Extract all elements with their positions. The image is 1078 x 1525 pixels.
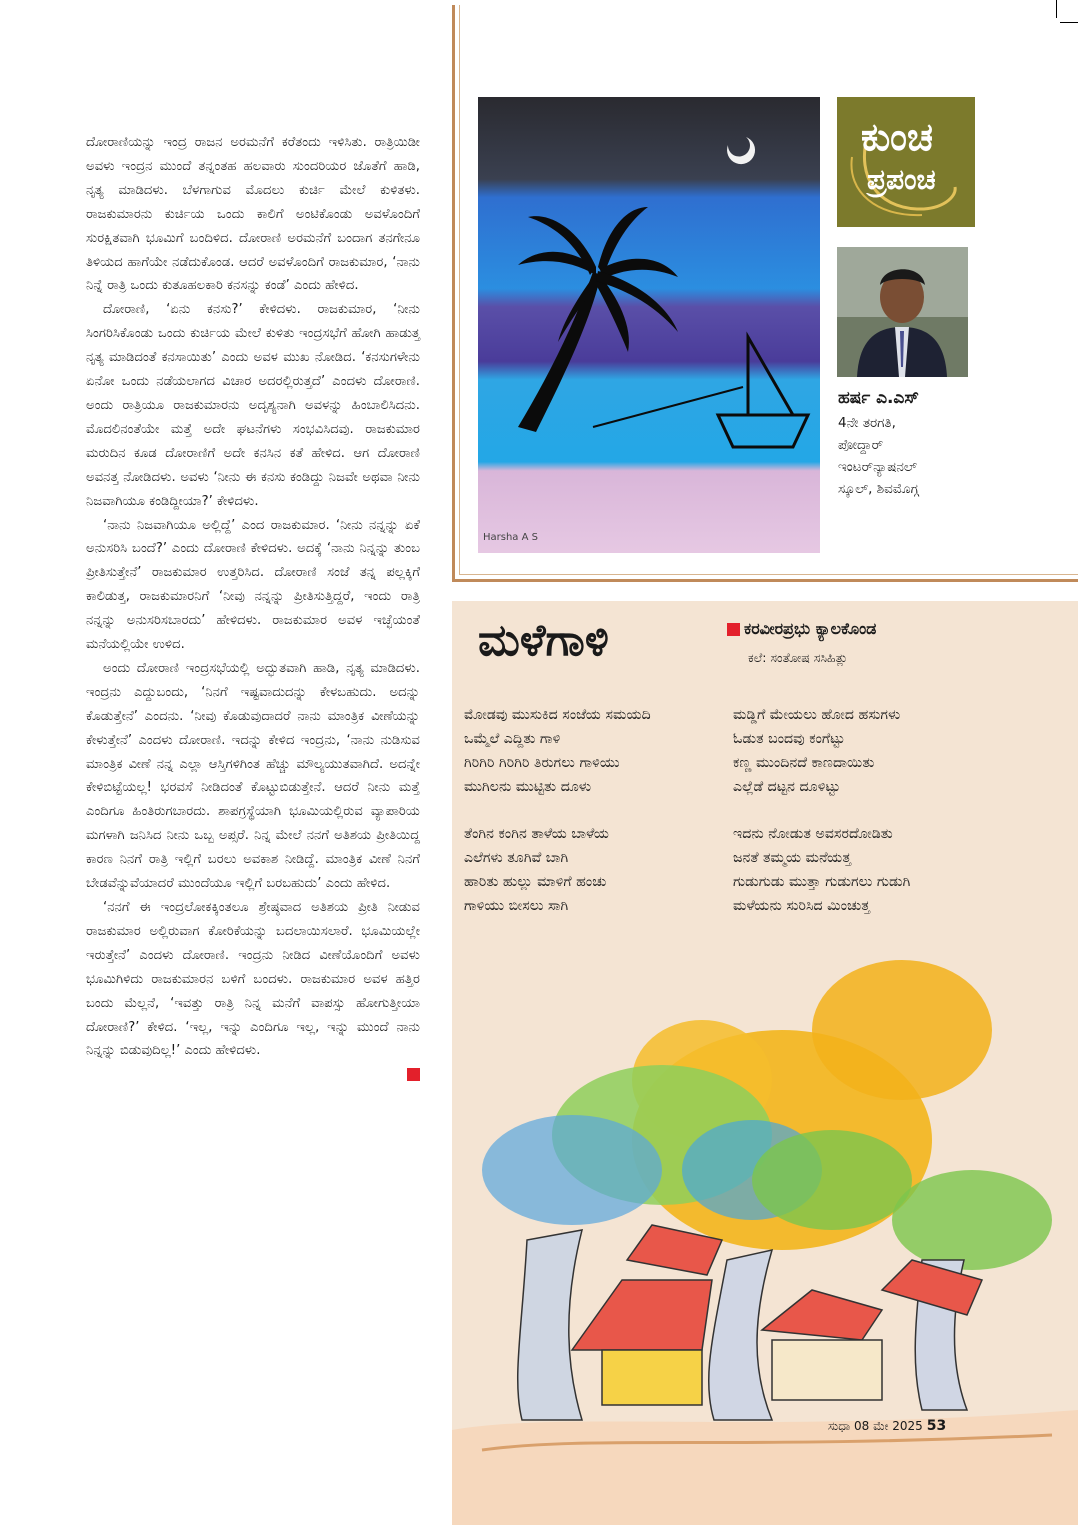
poem-line: ಹಾರಿತು ಹುಲ್ಲು ಮಾಳಿಗೆ ಹಂಚು [464,874,607,890]
story-column [86,131,420,1081]
magazine-date: ಸುಧಾ 08 ಮೇ 2025 [828,1419,923,1433]
page-number: 53 [926,1418,947,1434]
artist-school: ಪೋದ್ದಾರ್ [838,437,884,453]
poet-name: ಕರವೀರಪ್ರಭು ಕ್ಯಾಲಕೊಂಡ [744,619,877,638]
story-paragraph: ‘ನಾನು ನಿಜವಾಗಿಯೂ ಅಲ್ಲಿದ್ದೆ’ ಎಂದ ರಾಜಕುಮಾರ. ‘ನೀನು ನನ್ನನ್ನು ಏಕೆ ಅನುಸರಿಸಿ ಬಂದೆ?’ ಎಂದು ದೋರಾಣಿ ಕೇಳಿದಳು. ಅದಕ್ಕೆ ‘ನಾನು ನಿನ್ನನ್ನು ತುಂಬ ಪ್ರೀತಿಸುತ್ತೇನೆ’ ರಾಜಕುಮಾರ ಉತ್ತರಿಸಿದ. ದೋರಾಣಿ ಸಂಜೆ ತನ್ನ ಪಲ್ಲಕ್ಕಿಗೆ ಕಾಲಿಡುತ್ತ, ರಾಜಕುಮಾರನಿಗೆ ‘ನೀವು ನನ್ನನ್ನು ಪ್ರೀತಿಸುತ್ತಿದ್ದರೆ, ಇಂದು ರಾತ್ರಿ ನನ್ನನ್ನು ಅನುಸರಿಸಬಾರದು’ ಹೇಳಿದಳು. ರಾಜಕುಮಾರ ಅವಳ ಇಚ್ಛೆಯಂತೆ ಮನೆಯಲ್ಲಿಯೇ ಉಳಿದ. [86,517,420,653]
story-end-mark [407,1068,420,1081]
poem-line: ಗಿರಿಗಿರಿ ಗಿರಿಗಿರಿ ತಿರುಗಲು ಗಾಳಿಯು [464,755,620,771]
poet-marker [727,623,740,636]
artist-class: 4ನೇ ತರಗತಿ, [838,415,896,431]
storm-illustration [452,930,1078,1525]
painting-signature: Harsha A S [483,532,538,543]
poem-line: ತೆಂಗಿನ ಕಂಗಿನ ತಾಳೆಯ ಬಾಳೆಯ [464,826,610,842]
logo-word-prapancha: ಪ್ರಪಂಚ [867,163,936,196]
poem-stanza [464,703,651,799]
poem-line: ಮೋಡವು ಮುಸುಕಿದ ಸಂಜೆಯ ಸಮಯದಿ [464,707,651,723]
poem-title: ಮಳೆಗಾಳಿ [478,615,609,666]
artist-school: ಸ್ಕೂಲ್, ಶಿವಮೊಗ್ಗ [838,481,919,497]
page-folio [828,1418,946,1434]
story-paragraph: ದೋರಾಣಿಯನ್ನು ಇಂದ್ರ ರಾಜನ ಅರಮನೆಗೆ ಕರೆತಂದು ಇಳಿಸಿತು. ರಾತ್ರಿಯಿಡೀ ಅವಳು ಇಂದ್ರನ ಮುಂದೆ ತನ್ನಂತಹ ಹಲವಾರು ಸುಂದರಿಯರ ಜೊತೆಗೆ ಹಾಡಿ, ನೃತ್ಯ ಮಾಡಿದಳು. ಬೆಳಗಾಗುವ ಮೊದಲು ಕುರ್ಚಿ ಮೇಲೆ ಕುಳಿತಳು. ರಾಜಕುಮಾರನು ಕುರ್ಚಿಯ ಒಂದು ಕಾಲಿಗೆ ಅಂಟಿಕೊಂಡು ಅವಳೊಂದಿಗೆ ಸುರಕ್ಷಿತವಾಗಿ ಭೂಮಿಗೆ ಬಂದಿಳಿದ. ದೋರಾಣಿ ಅರಮನೆಗೆ ಬಂದಾಗ ತನಗೇನೂ ತಿಳಿಯದ ಹಾಗೆಯೇ ನಡೆದುಕೊಂಡ. ಆದರೆ ಅವಳೊಂದಿಗೆ ರಾಜಕುಮಾರ, ‘ನಾನು ನಿನ್ನೆ ರಾತ್ರಿ ಒಂದು ಕುತೂಹಲಕಾರಿ ಕನಸನ್ನು ಕಂಡೆ’ ಎಂದು ಹೇಳಿದ. [86,135,420,294]
story-paragraph: ದೋರಾಣಿ, ‘ಏನು ಕನಸು?’ ಕೇಳಿದಳು. ರಾಜಕುಮಾರ, ‘ನೀನು ಸಿಂಗರಿಸಿಕೊಂಡು ಒಂದು ಕುರ್ಚಿಯ ಮೇಲೆ ಕುಳಿತು ಇಂದ್ರಸಭೆಗೆ ಹೋಗಿ ಹಾಡುತ್ತ ನೃತ್ಯ ಮಾಡಿದಂತೆ ಕನಸಾಯಿತು’ ಎಂದು ಅವಳ ಮುಖ ನೋಡಿದ. ‘ಕನಸುಗಳೇನು ಏನೋ ಒಂದು ನಡೆಯಲಾಗದ ವಿಚಾರ ಅದರಲ್ಲಿರುತ್ತದೆ’ ಎಂದಳು ದೋರಾಣಿ. ಅಂದು ರಾತ್ರಿಯೂ ರಾಜಕುಮಾರನು ಅದೃಶ್ಯನಾಗಿ ಅವಳನ್ನು ಹಿಂಬಾಲಿಸಿದನು. ಮೊದಲಿನಂತೆಯೇ ಮತ್ತೆ ಅದೇ ಘಟನೆಗಳು ಸಂಭವಿಸಿದವು. ರಾಜಕುಮಾರ ಮರುದಿನ ಕೂಡ ದೋರಾಣಿಗೆ ಅದೇ ಕನಸಿನ ಕತೆ ಹೇಳಿದ. ಆಗ ದೋರಾಣಿ ಅವನತ್ತ ನೋಡಿದಳು. ಅವಳು ‘ನೀನು ಈ ಕನಸು ಕಂಡಿದ್ದು ನಿಜವೇ ಅಥವಾ ನೀನು ನಿಜವಾಗಿಯೂ ಕಂಡಿದ್ದೀಯಾ?’ ಕೇಳಿದಳು. [86,302,420,509]
poem-line: ಕಣ್ಣ ಮುಂದಿನದೆ ಕಾಣದಾಯಿತು [733,755,875,771]
poem-line: ಓಡುತ ಬಂದವು ಕಂಗೆಟ್ಟು [733,731,845,747]
poem-line: ಇದನು ನೋಡುತ ಅವಸರದೋಡಿತು [733,826,893,842]
kuncha-prapancha-logo [837,97,975,227]
poem-stanza [733,703,900,799]
poem-line: ಮಳೆಯನು ಸುರಿಸಿದ ಮಿಂಚುತ್ತ [733,898,870,914]
poem-line: ಗುಡುಗುಡು ಮುತ್ತಾ ಗುಡುಗಲು ಗುಡುಗಿ [733,874,911,890]
poem-line: ಮಡ್ಡಿಗೆ ಮೇಯಲು ಹೋದ ಹಸುಗಳು [733,707,901,723]
artist-photo [837,247,968,377]
story-paragraph: ‘ನನಗೆ ಈ ಇಂದ್ರಲೋಕಕ್ಕಿಂತಲೂ ಶ್ರೇಷ್ಠವಾದ ಅತಿಶಯ ಪ್ರೀತಿ ನೀಡುವ ರಾಜಕುಮಾರ ಅಲ್ಲಿರುವಾಗ ಕೋರಿಕೆಯನ್ನು ಬದಲಾಯಿಸಲಾರೆ. ಭೂಮಿಯಲ್ಲೇ ಇರುತ್ತೇನೆ’ ಎಂದಳು ದೋರಾಣಿ. ಇಂದ್ರನು ನೀಡಿದ ವೀಣೆಯೊಂದಿಗೆ ಅವಳು ಭೂಮಿಗಿಳಿದು ರಾಜಕುಮಾರನ ಬಳಿಗೆ ಬಂದಳು. ರಾಜಕುಮಾರ ಅವಳ ಹತ್ತಿರ ಬಂದು ಮೆಲ್ಲನೆ, ‘ಇವತ್ತು ರಾತ್ರಿ ನಿನ್ನ ಮನೆಗೆ ವಾಪಸ್ಸು ಹೋಗುತ್ತೀಯಾ ದೋರಾಣಿ?’ ಕೇಳಿದ. ‘ಇಲ್ಲ, ಇನ್ನು ಎಂದಿಗೂ ಇಲ್ಲ, ಇನ್ನು ಮುಂದೆ ನಾನು ನಿನ್ನನ್ನು ಬಿಡುವುದಿಲ್ಲ!’ ಎಂದು ಹೇಳಿದಳು. [86,900,420,1059]
poem-line: ಗಾಳಿಯು ಬೀಸಲು ಸಾಗಿ [464,898,569,914]
poem-line: ಮುಗಿಲನು ಮುಟ್ಟಿತು ದೂಳು [464,779,592,795]
poem-line: ಎಲ್ಲೆಡೆ ದಟ್ಟನ ದೂಳಿಟ್ಟು [733,779,841,795]
poem-stanza [464,822,609,918]
logo-word-kuncha: ಕುಂಚ [861,115,933,159]
story-paragraph: ಅಂದು ದೋರಾಣಿ ಇಂದ್ರಸಭೆಯಲ್ಲಿ ಅದ್ಭುತವಾಗಿ ಹಾಡಿ, ನೃತ್ಯ ಮಾಡಿದಳು. ಇಂದ್ರನು ಎದ್ದುಬಂದು, ‘ನಿನಗೆ ಇಷ್ಟವಾದುದನ್ನು ಕೇಳಬಹುದು. ಅದನ್ನು ಕೊಡುತ್ತೇನೆ’ ಎಂದನು. ‘ನೀವು ಕೊಡುವುದಾದರೆ ನಾನು ಮಾಂತ್ರಿಕ ವೀಣೆಯನ್ನು ಕೇಳುತ್ತೇನೆ’ ಎಂದಳು ದೋರಾಣಿ. ಇದನ್ನು ಕೇಳಿದ ಇಂದ್ರನು, ‘ನಾನು ನುಡಿಸುವ ಮಾಂತ್ರಿಕ ವೀಣೆ ನನ್ನ ಎಲ್ಲಾ ಆಸ್ತಿಗಳಿಗಿಂತ ಹೆಚ್ಚು ಮೌಲ್ಯಯುತವಾಗಿದೆ. ಅದನ್ನೇ ಕೇಳಿಬಿಟ್ಟೆಯಲ್ಲ! ಭರವಸೆ ನೀಡಿದಂತೆ ಕೊಟ್ಟುಬಿಡುತ್ತೇನೆ. ಆದರೆ ನೀನು ಮತ್ತೆ ಎಂದಿಗೂ ಹಿಂತಿರುಗಬಾರದು. ಶಾಪಗ್ರಸ್ಥೆಯಾಗಿ ಭೂಮಿಯಲ್ಲಿರುವ ವ್ಯಾಪಾರಿಯ ಮಗಳಾಗಿ ಜನಿಸಿದ ನೀನು ಒಬ್ಬ ಅಪ್ಸರೆ. ನಿನ್ನ ಮೇಲೆ ನನಗೆ ಅತಿಶಯ ಪ್ರೀತಿಯಿದ್ದ ಕಾರಣ ನಿನಗೆ ರಾತ್ರಿ ಇಲ್ಲಿಗೆ ಬರಲು ಅವಕಾಶ ನೀಡಿದ್ದೆ. ಮಾಂತ್ರಿಕ ವೀಣೆ ನಿನಗೆ ಬೇಡವೆನ್ನುವೆಯಾದರೆ ಮುಂದೆಯೂ ಇಲ್ಲಿಗೆ ಬರಬಹುದು’ ಎಂದು ಹೇಳಿದ. [86,660,420,892]
artist-name: ಹರ್ಷ ಎ.ಎಸ್ [838,388,919,408]
artist-school: ಇಂಟರ್‌ನ್ಯಾಷನಲ್ [838,459,918,475]
poem-line: ಒಮ್ಮೆಲೆ ಎದ್ದಿತು ಗಾಳಿ [464,731,561,747]
illustrator-credit: ಕಲೆ: ಸಂತೋಷ ಸಸಿಹಿತ್ಲು [748,650,848,665]
poem-line: ಎಲೆಗಳು ತೂಗಿವೆ ಬಾಗಿ [464,850,569,866]
poem-line: ಜನತೆ ತಮ್ಮಯ ಮನೆಯತ್ತ [733,850,852,866]
poem-stanza [733,822,910,918]
child-painting [478,97,820,553]
